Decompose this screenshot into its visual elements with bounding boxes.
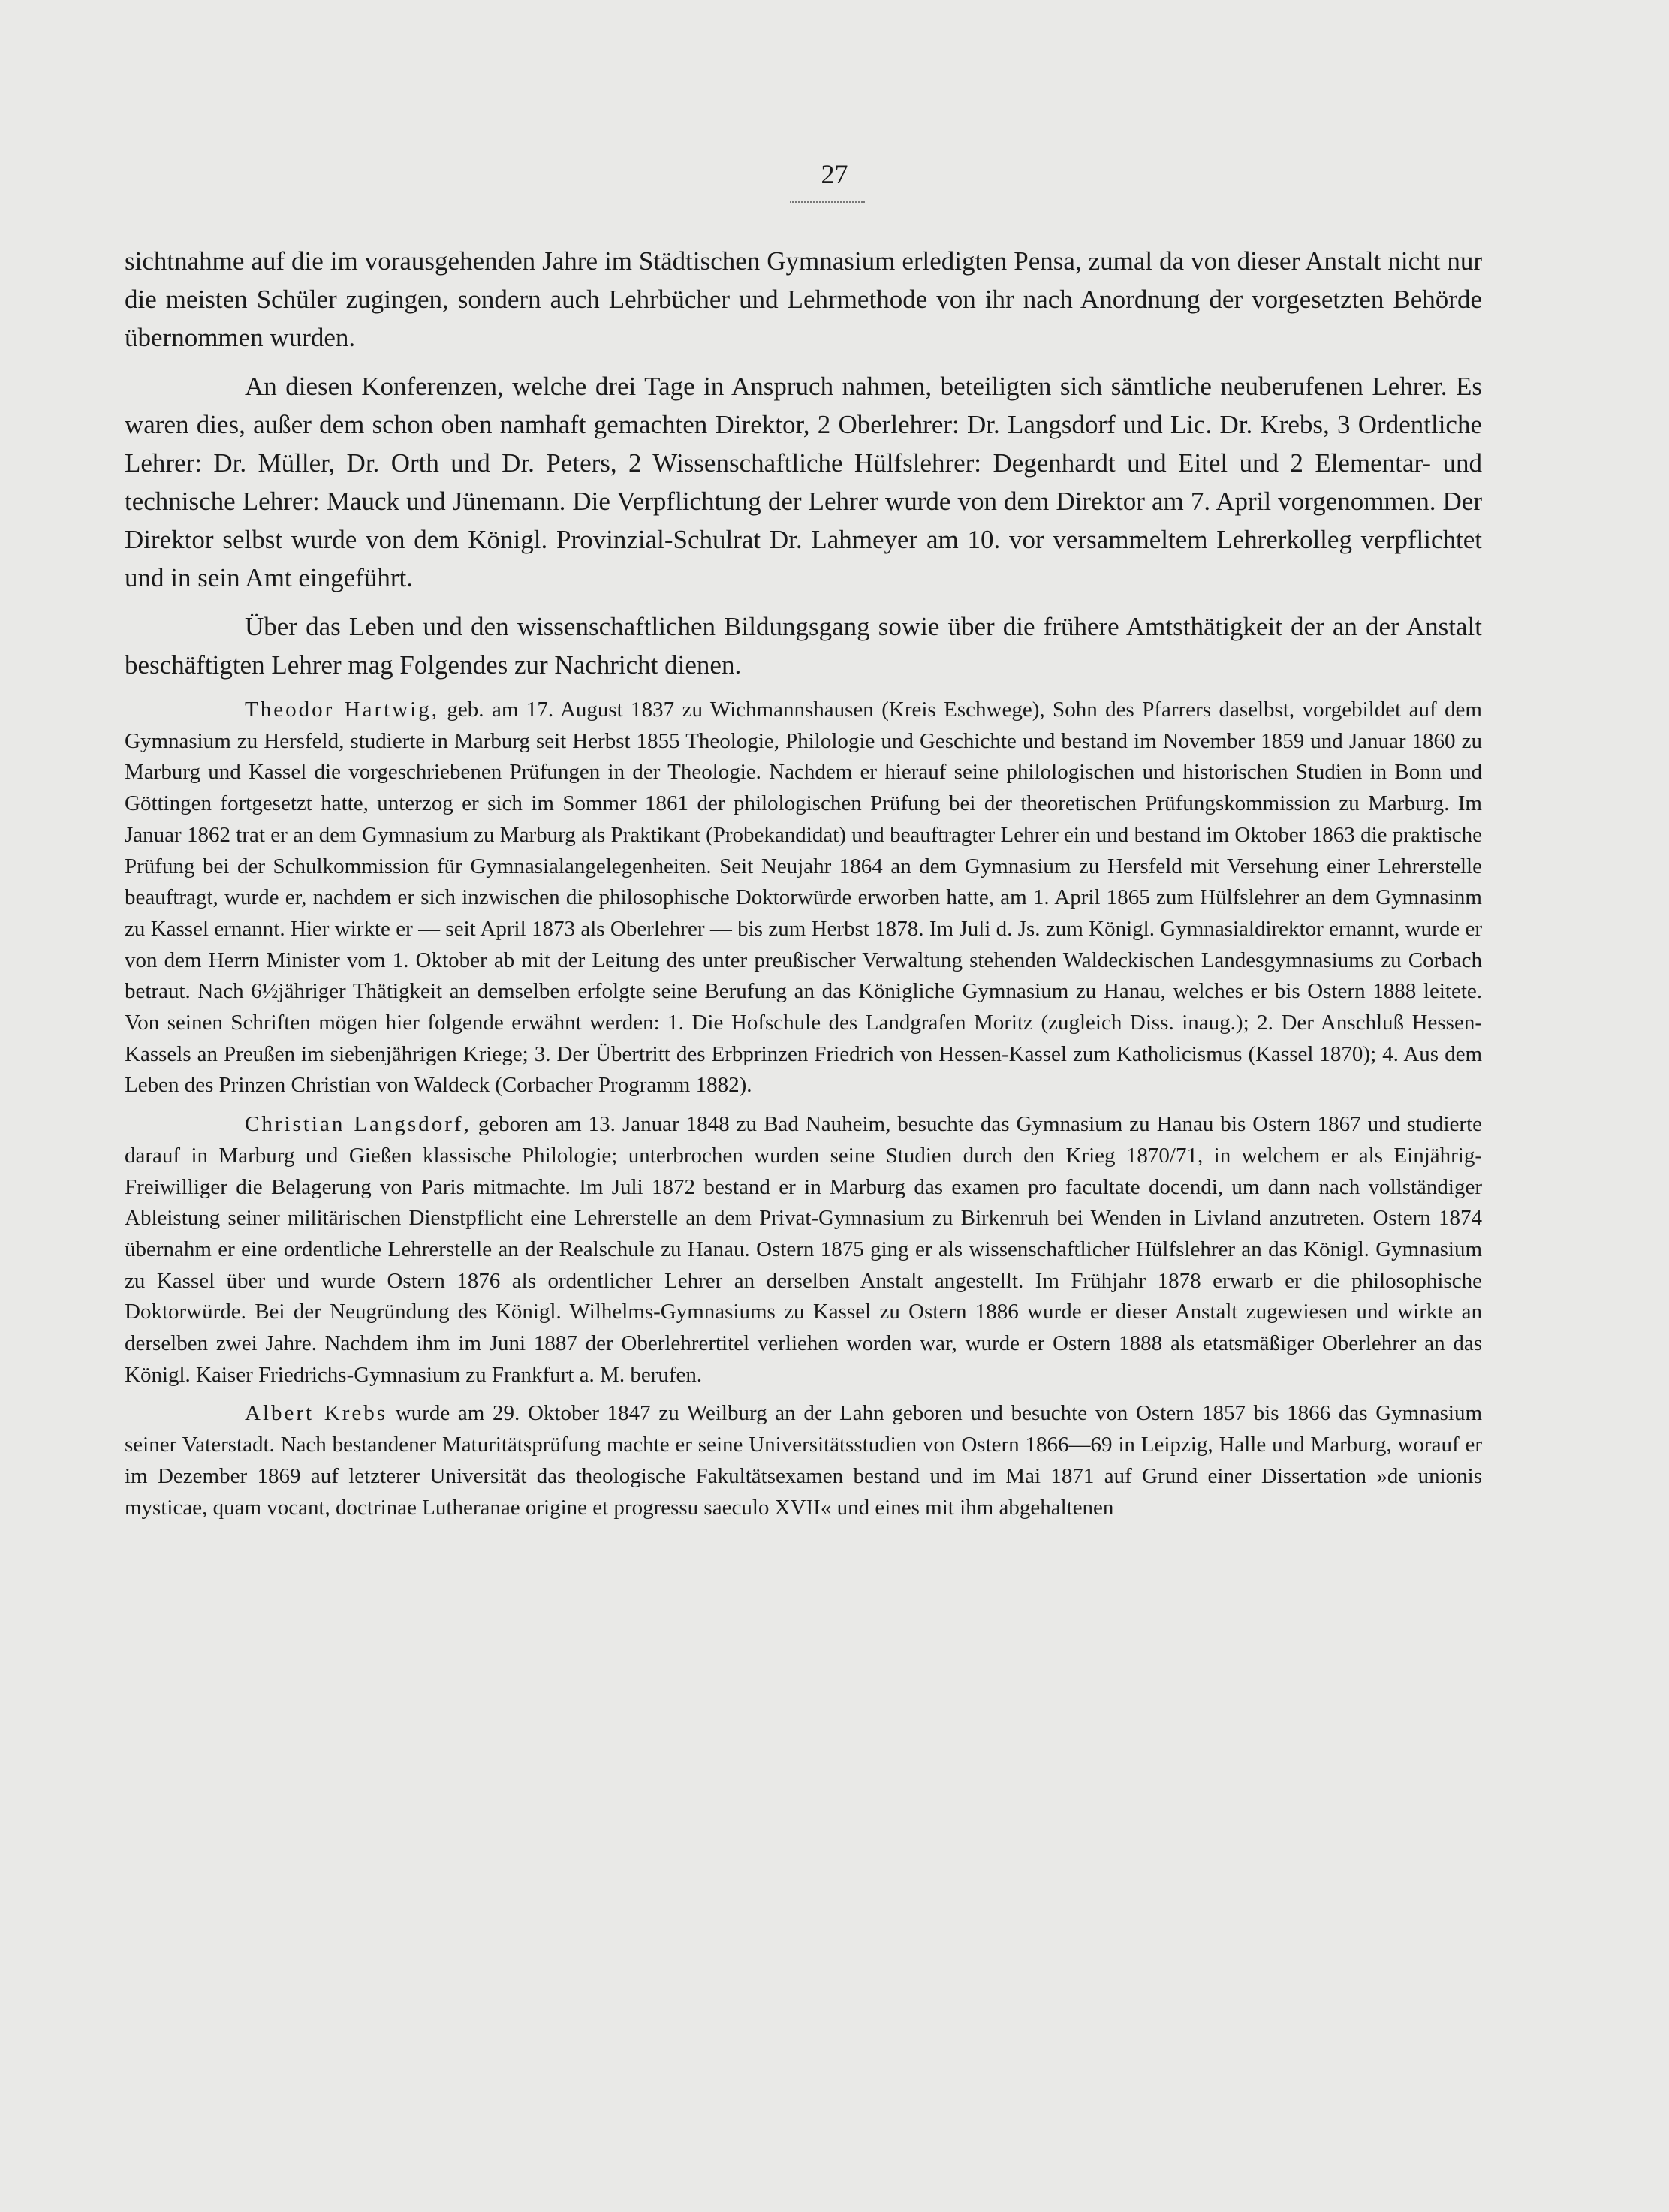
intro-paragraph-3: Über das Leben und den wissenschaftlichen Bildungsgang sowie über die frühere Amtsthätigkeit der an der Anstalt beschäftigten Lehrer mag Folgendes zur Nachricht dienen. bbox=[125, 612, 1482, 680]
biography-langsdorf bbox=[125, 1109, 1482, 1391]
biography-name: Theodor Hartwig, bbox=[245, 698, 439, 722]
biography-name: Albert Krebs bbox=[245, 1401, 388, 1426]
biography-krebs bbox=[125, 1398, 1482, 1523]
page-number-ornament bbox=[790, 201, 865, 204]
biography-text: geboren am 13. Januar 1848 zu Bad Nauheim, besuchte das Gymnasium zu Hanau bis Ostern 1867 und studierte darauf in Marburg und Gießen klassische Philologie; unterbrochen wurden seine Studien durch den Krieg 1870/71, in welchem er als Einjährig-Freiwilliger die Belagerung von Paris mitmachte. Im Juli 1872 bestand er in Marburg das examen pro facultate docendi, um dann nach vollständiger Ableistung seiner militärischen Dienstpflicht eine Lehrerstelle an dem Privat-Gymnasium zu Birkenruh bei Wenden in Livland anzutreten. Ostern 1874 übernahm er eine ordentliche Lehrerstelle an der Realschule zu Hanau. Ostern 1875 ging er als wissenschaftlicher Hülfslehrer an das Königl. Gymnasium zu Kassel über und wurde Ostern 1876 als ordentlicher Lehrer an derselben Anstalt angestellt. Im Frühjahr 1878 erwarb er die philosophische Doktorwürde. Bei der Neugründung des Königl. Wilhelms-Gymnasiums zu Kassel zu Ostern 1886 wurde er dieser Anstalt zugewiesen und wirkte an derselben zwei Jahre. Nachdem ihm im Juni 1887 der Oberlehrertitel verliehen worden war, wurde er Ostern 1888 als etatsmäßiger Oberlehrer an das Königl. Kaiser Friedrichs-Gymnasium zu Frankfurt a. M. berufen. bbox=[125, 1112, 1482, 1387]
page-number: 27 bbox=[821, 159, 848, 189]
text-column bbox=[125, 242, 1482, 1523]
biography-text: wurde am 29. Oktober 1847 zu Weilburg an der Lahn geboren und besuchte von Ostern 1857 bis 1866 das Gymnasium seiner Vaterstadt. Nach bestandener Maturitätsprüfung machte er seine Universitätsstudien von Ostern 1866—69 in Leipzig, Halle und Marburg, worauf er im Dezember 1869 auf letzterer Universität das theologische Fakultätsexamen bestand und im Mai 1871 auf Grund einer Dissertation »de unionis mysticae, quam vocant, doctrinae Lutheranae origine et progressu saeculo XVII« und eines mit ihm abgehaltenen bbox=[125, 1401, 1482, 1520]
biography-hartwig bbox=[125, 695, 1482, 1101]
biography-text: geb. am 17. August 1837 zu Wichmannshausen (Kreis Eschwege), Sohn des Pfarrers daselbst, vorgebildet auf dem Gymnasium zu Hersfeld, studierte in Marburg seit Herbst 1855 Theologie, Philologie und Geschichte und bestand im November 1859 und Januar 1860 zu Marburg und Kassel die vorgeschriebenen Prüfungen in der Theologie. Nachdem er hierauf seine philologischen und historischen Studien in Bonn und Göttingen fortgesetzt hatte, unterzog er sich im Sommer 1861 der philologischen Prüfung bei der theoretischen Prüfungskommission zu Marburg. Im Januar 1862 trat er an dem Gymnasium zu Marburg als Praktikant (Probekandidat) und beauftragter Lehrer ein und bestand im Oktober 1863 die praktische Prüfung bei der Schulkommission für Gymnasialangelegenheiten. Seit Neujahr 1864 an dem Gymnasium zu Hersfeld mit Versehung einer Lehrerstelle beauftragt, wurde er, nachdem er sich inzwischen die philosophische Doktorwürde erworben hatte, am 1. April 1865 zum Hülfslehrer an dem Gymnasinm zu Kassel ernannt. Hier wirkte er — seit April 1873 als Oberlehrer — bis zum Herbst 1878. Im Juli d. Js. zum Königl. Gymnasialdirektor ernannt, wurde er von dem Herrn Minister vom 1. Oktober ab mit der Leitung des unter preußischer Verwaltung stehenden Waldeckischen Landesgymnasiums zu Corbach betraut. Nach 6½jähriger Thätigkeit an demselben erfolgte seine Berufung an das Königliche Gymnasium zu Hanau, welches er bis Ostern 1888 leitete. Von seinen Schriften mögen hier folgende erwähnt werden: 1. Die Hofschule des Landgrafen Moritz (zugleich Diss. inaug.); 2. Der Anschluß Hessen-Kassels an Preußen im siebenjährigen Kriege; 3. Der Übertritt des Erbprinzen Friedrich von Hessen-Kassel zum Katholicismus (Kassel 1870); 4. Aus dem Leben des Prinzen Christian von Waldeck (Corbacher Programm 1882). bbox=[125, 698, 1482, 1098]
intro-paragraph-1: sichtnahme auf die im vorausgehenden Jahre im Städtischen Gymnasium erledigten Pensa, zumal da von dieser Anstalt nicht nur die meisten Schüler zugingen, sondern auch Lehrbücher und Lehrmethode von ihr nach Anordnung der vorgesetzten Behörde übernommen wurden. bbox=[125, 246, 1482, 352]
intro-paragraph-2: An diesen Konferenzen, welche drei Tage in Anspruch nahmen, beteiligten sich sämtliche neuberufenen Lehrer. Es waren dies, außer dem schon oben namhaft gemachten Direktor, 2 Oberlehrer: Dr. Langsdorf und Lic. Dr. Krebs, 3 Ordentliche Lehrer: Dr. Müller, Dr. Orth und Dr. Peters, 2 Wissenschaftliche Hülfslehrer: Degenhardt und Eitel und 2 Elementar- und technische Lehrer: Mauck und Jünemann. Die Verpflichtung der Lehrer wurde von dem Direktor am 7. April vorgenommen. Der Direktor selbst wurde von dem Königl. Provinzial-Schulrat Dr. Lahmeyer am 10. vor versammeltem Lehrerkolleg verpflichtet und in sein Amt eingeführt. bbox=[125, 372, 1482, 592]
biography-name: Christian Langsdorf, bbox=[245, 1112, 471, 1137]
biography-section bbox=[125, 695, 1482, 1523]
intro-section bbox=[125, 242, 1482, 684]
